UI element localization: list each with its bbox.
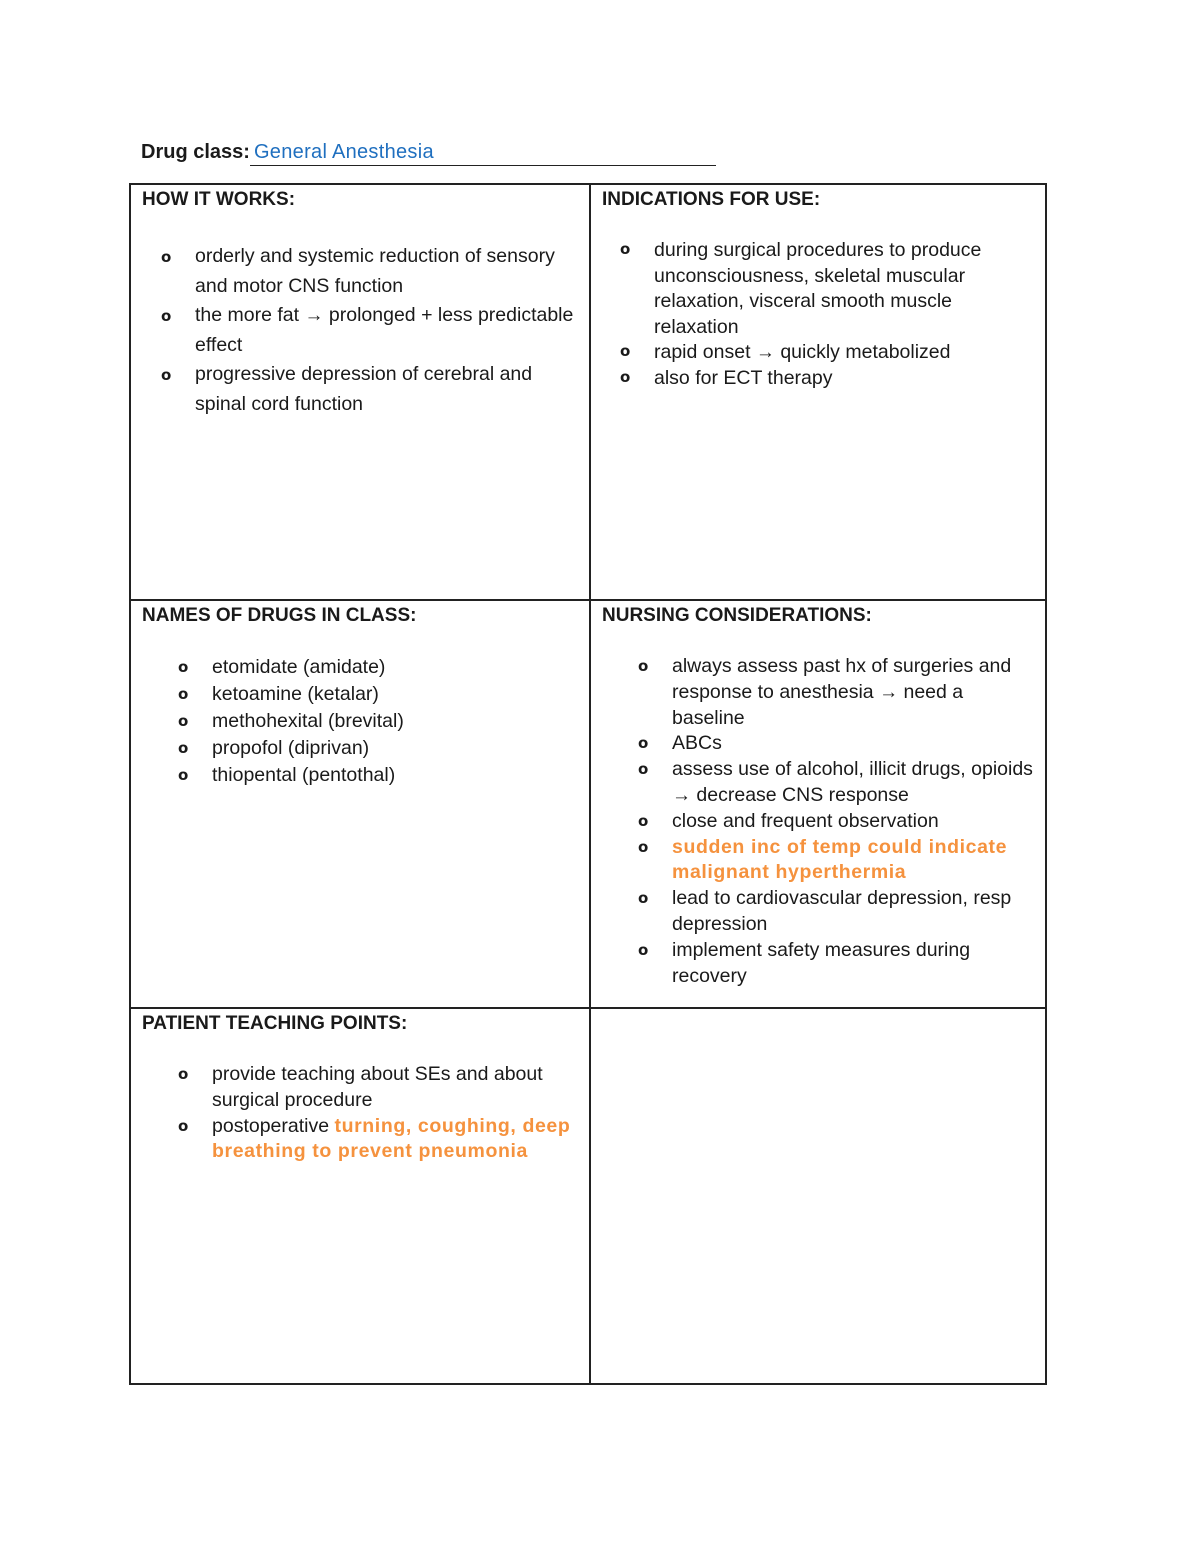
list-item: o also for ECT therapy xyxy=(620,366,833,389)
how-it-works-list xyxy=(142,242,579,419)
nursing-list xyxy=(602,654,1037,989)
list-item: o assess use of alcohol, illicit drugs, opioids → decrease CNS response xyxy=(638,758,1033,806)
list-item: o etomidate (amidate) xyxy=(142,654,579,681)
bullet-icon: o xyxy=(638,837,649,856)
arrow-right-icon: → xyxy=(304,305,324,326)
bullet-icon: o xyxy=(620,367,631,386)
list-item: o postoperative turning, coughing, deep breathing to prevent pneumonia xyxy=(178,1114,571,1163)
list-item: o progressive depression of cerebral and spinal cord function xyxy=(161,363,533,415)
drug-names-heading: NAMES OF DRUGS IN CLASS: xyxy=(142,605,417,626)
drug-class-title xyxy=(141,141,716,166)
arrow-right-icon: → xyxy=(879,681,899,703)
bullet-icon: o xyxy=(638,760,649,779)
indications-list xyxy=(602,238,1037,391)
list-item: o lead to cardiovascular depression, resp depression xyxy=(638,887,1012,935)
bullet-icon: o xyxy=(161,307,172,325)
list-item: o thiopental (pentothal) xyxy=(142,762,579,789)
bullet-icon: o xyxy=(178,685,189,703)
list-item: o during surgical procedures to produce unconsciousness, skeletal muscular relaxation, visceral smooth muscle relaxation xyxy=(620,239,982,338)
drug-class-value: General Anesthesia xyxy=(250,141,716,166)
bullet-icon: o xyxy=(638,940,649,959)
bullet-icon: o xyxy=(620,342,631,360)
bullet-icon: o xyxy=(178,712,189,730)
arrow-right-icon: → xyxy=(755,342,775,363)
bullet-icon: o xyxy=(638,889,649,908)
how-it-works-cell xyxy=(131,185,589,599)
list-item: o the more fat → prolonged + less predictable effect xyxy=(161,304,574,356)
nursing-heading: NURSING CONSIDERATIONS: xyxy=(602,605,872,626)
list-item: o propofol (diprivan) xyxy=(142,735,579,762)
bullet-icon: o xyxy=(178,1116,189,1135)
list-item: o ABCs xyxy=(602,731,1037,757)
bullet-icon: o xyxy=(178,739,189,757)
teaching-list xyxy=(142,1062,579,1165)
highlighted-text: sudden inc of temp could indicate malignant hyperthermia xyxy=(672,835,1008,884)
bullet-icon: o xyxy=(178,766,189,784)
bullet-icon: o xyxy=(161,248,172,266)
bullet-icon: o xyxy=(178,658,189,676)
patient-teaching-cell xyxy=(131,1009,589,1385)
list-item: o always assess past hx of surgeries and response to anesthesia → need a baseline xyxy=(638,655,1012,729)
drug-names-cell xyxy=(131,601,589,1007)
bullet-icon: o xyxy=(620,240,631,258)
list-item: o implement safety measures during recovery xyxy=(638,938,971,987)
list-item: o orderly and systemic reduction of sensory and motor CNS function xyxy=(161,245,555,297)
indications-heading: INDICATIONS FOR USE: xyxy=(602,189,821,210)
drug-class-label: Drug class: xyxy=(141,141,250,163)
list-item: o ketoamine (ketalar) xyxy=(142,681,579,708)
bullet-icon: o xyxy=(638,734,649,753)
bullet-icon: o xyxy=(638,811,649,830)
drug-names-list xyxy=(142,654,579,789)
teaching-heading: PATIENT TEACHING POINTS: xyxy=(142,1013,408,1034)
bullet-icon: o xyxy=(638,657,649,675)
bullet-icon: o xyxy=(161,366,172,384)
empty-cell xyxy=(591,1009,1047,1385)
arrow-right-icon: → xyxy=(672,784,691,806)
list-item xyxy=(602,835,1037,887)
list-item: o rapid onset → quickly metabolized xyxy=(620,341,951,363)
nursing-considerations-cell xyxy=(591,601,1047,1007)
highlighted-text: turning, coughing, deep breathing to prevent pneumonia xyxy=(212,1114,571,1163)
list-item: o provide teaching about SEs and about surgical procedure xyxy=(178,1063,543,1111)
indications-cell xyxy=(591,185,1047,599)
list-item: o methohexital (brevital) xyxy=(142,708,579,735)
bullet-icon: o xyxy=(178,1065,189,1083)
drug-card-table xyxy=(129,183,1047,1385)
list-item: o close and frequent observation xyxy=(602,809,1037,835)
how-it-works-heading: HOW IT WORKS: xyxy=(142,189,296,210)
